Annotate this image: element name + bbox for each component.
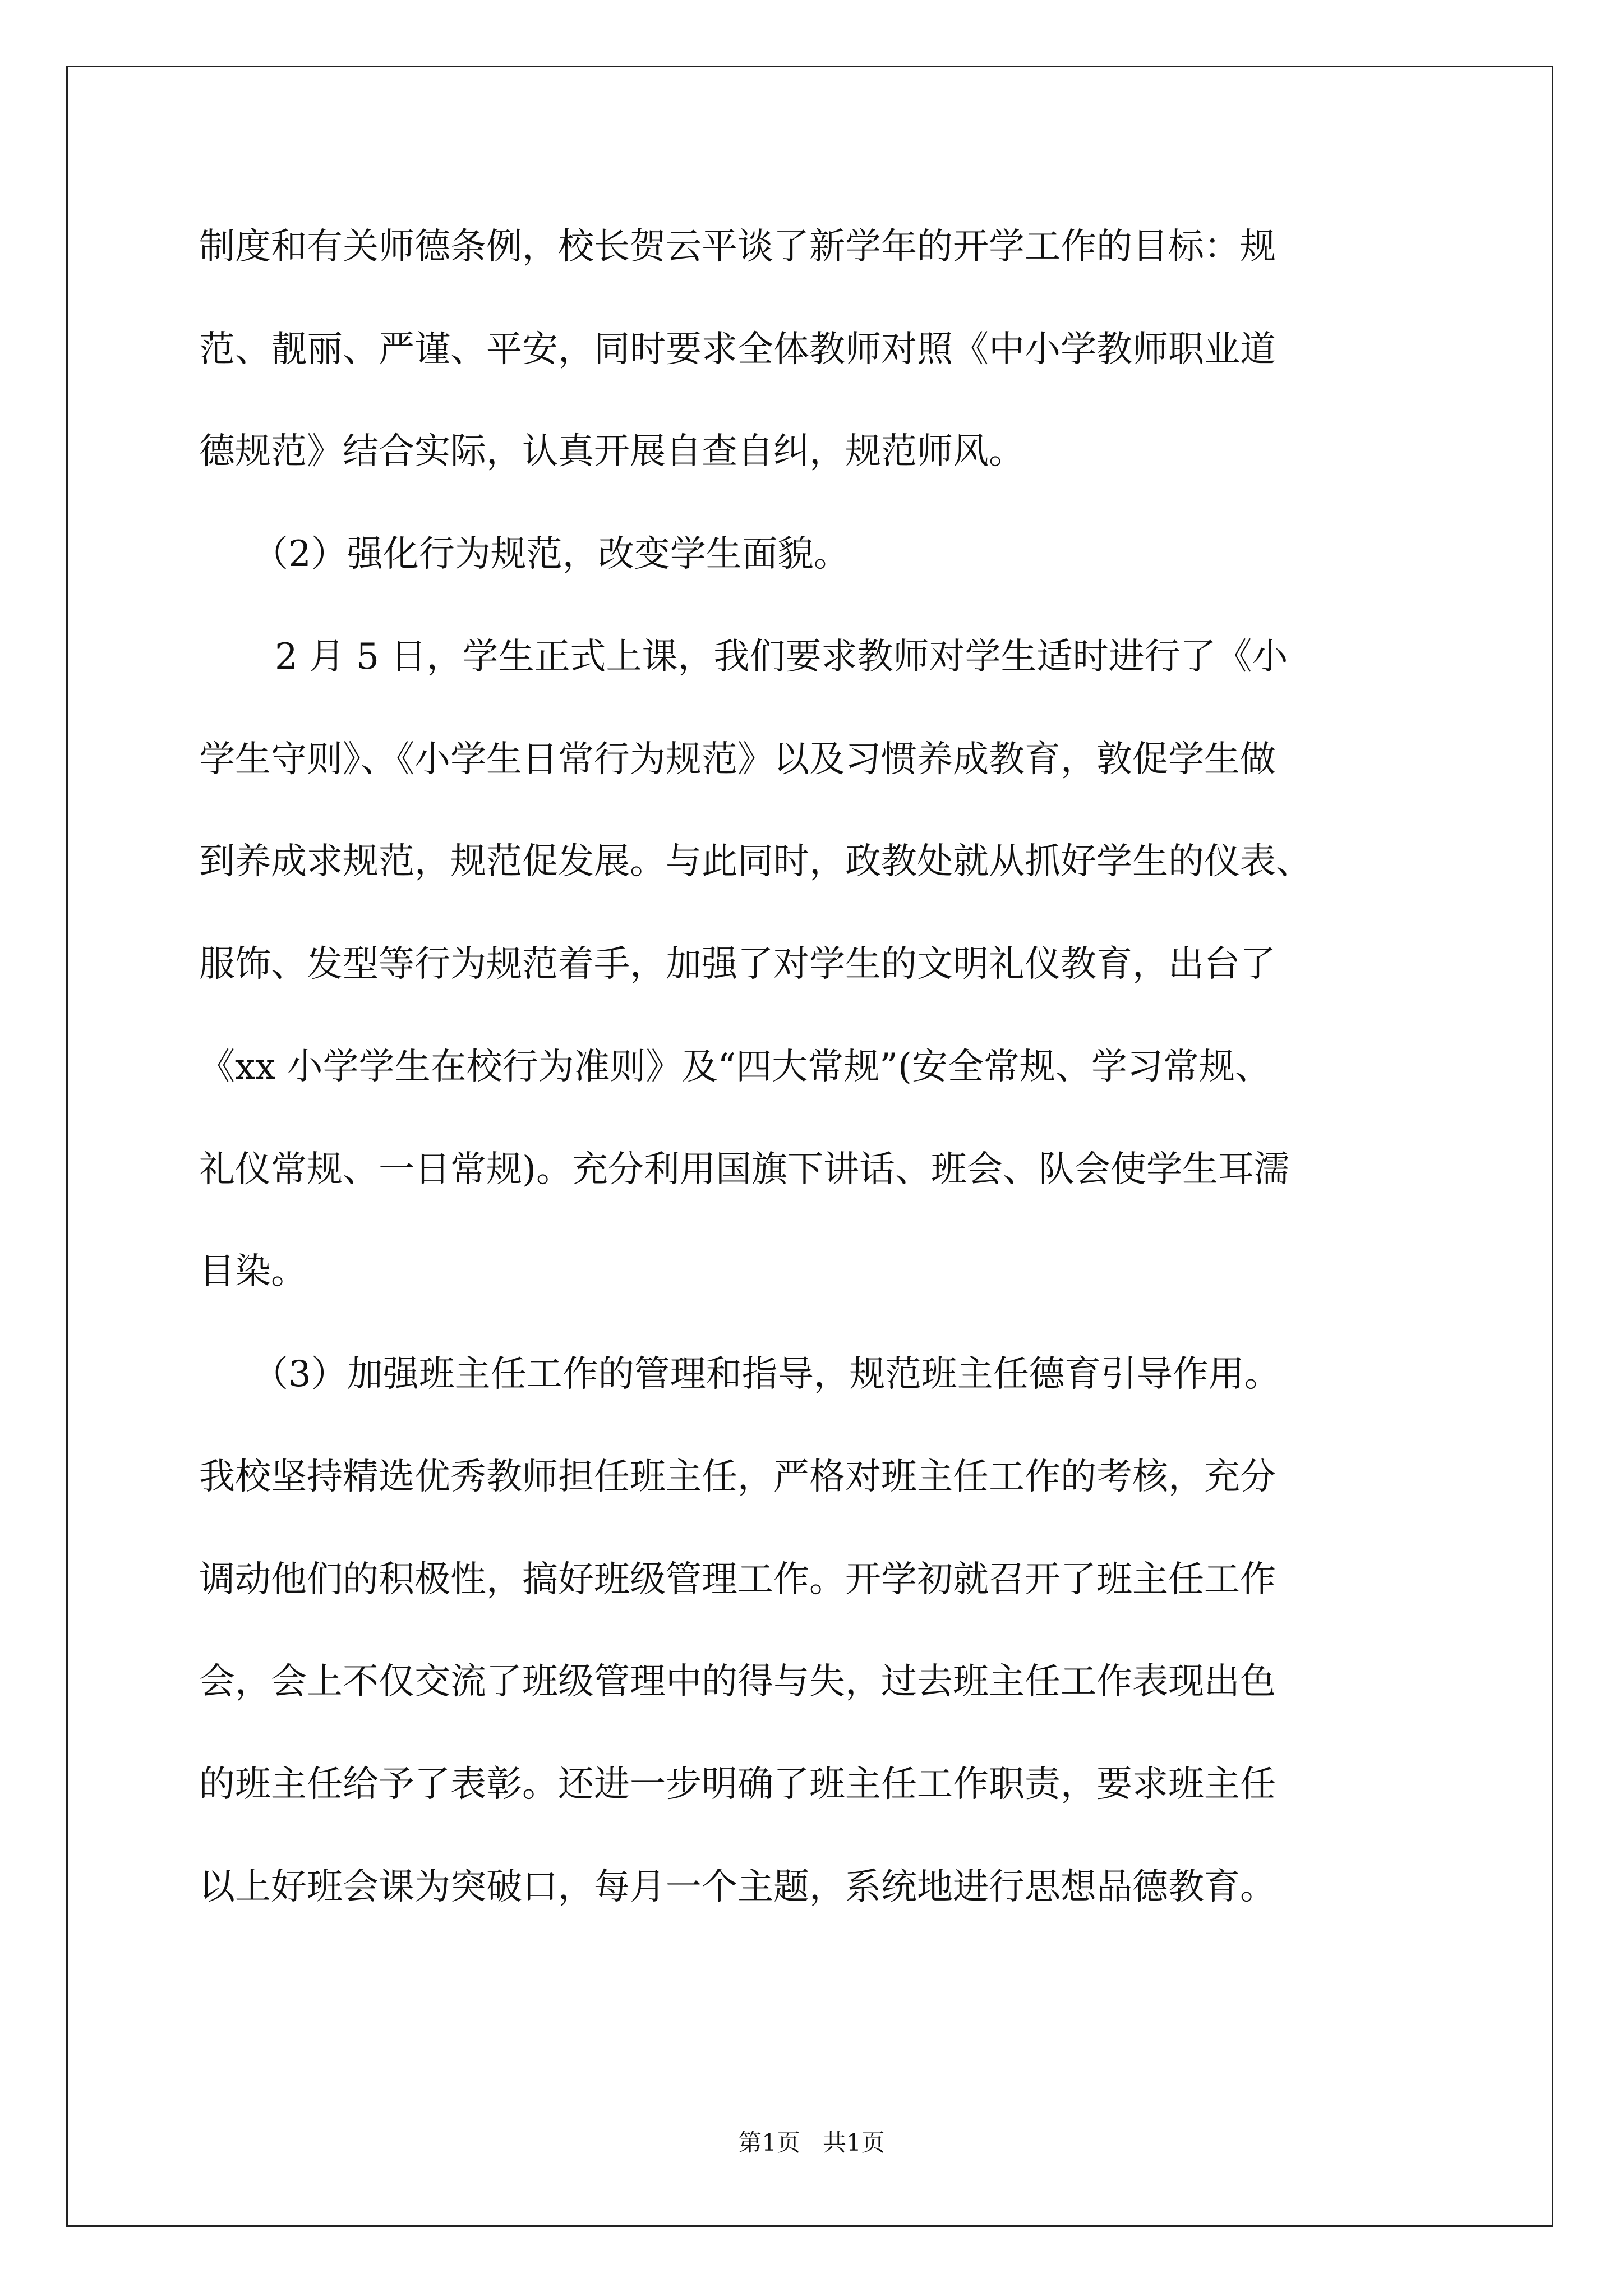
text-line: 目染。 — [199, 1251, 307, 1292]
text-line: 以上好班会课为突破口，每月一个主题，系统地进行思想品德教育。 — [199, 1866, 1276, 1908]
text-line: 服饰、发型等行为规范着手，加强了对学生的文明礼仪教育，出台了 — [199, 944, 1276, 985]
text-line: （2）强化行为规范，改变学生面貌。 — [252, 533, 850, 575]
text-line: 德规范》结合实际，认真开展自查自纠，规范师风。 — [199, 431, 1025, 472]
text-line: 礼仪常规、一日常规)。充分利用国旗下讲话、班会、队会使学生耳濡 — [199, 1149, 1290, 1190]
text-line: 《xx 小学学生在校行为准则》及“四大常规”(安全常规、学习常规、 — [199, 1046, 1271, 1088]
text-line: 范、靓丽、严谨、平安，同时要求全体教师对照《中小学教师职业道 — [199, 329, 1276, 370]
text-line: 会，会上不仅交流了班级管理中的得与失，过去班主任工作表现出色 — [199, 1661, 1276, 1703]
text-line: 2 月 5 日，学生正式上课，我们要求教师对学生适时进行了《小 — [275, 636, 1288, 678]
text-line: 制度和有关师德条例，校长贺云平谈了新学年的开学工作的目标：规 — [199, 226, 1276, 268]
text-line: （3）加强班主任工作的管理和指导，规范班主任德育引导作用。 — [252, 1354, 1280, 1395]
text-line: 的班主任给予了表彰。还进一步明确了班主任工作职责，要求班主任 — [199, 1764, 1276, 1805]
text-line: 学生守则》、《小学生日常行为规范》以及习惯养成教育，敦促学生做 — [199, 739, 1276, 780]
text-line: 我校坚持精选优秀教师担任班主任，严格对班主任工作的考核，充分 — [199, 1456, 1276, 1498]
text-line: 到养成求规范，规范促发展。与此同时，政教处就从抓好学生的仪表、 — [199, 841, 1312, 882]
page-footer: 第1页 共1页 — [738, 2129, 885, 2156]
text-line: 调动他们的积极性，搞好班级管理工作。开学初就召开了班主任工作 — [199, 1559, 1276, 1600]
